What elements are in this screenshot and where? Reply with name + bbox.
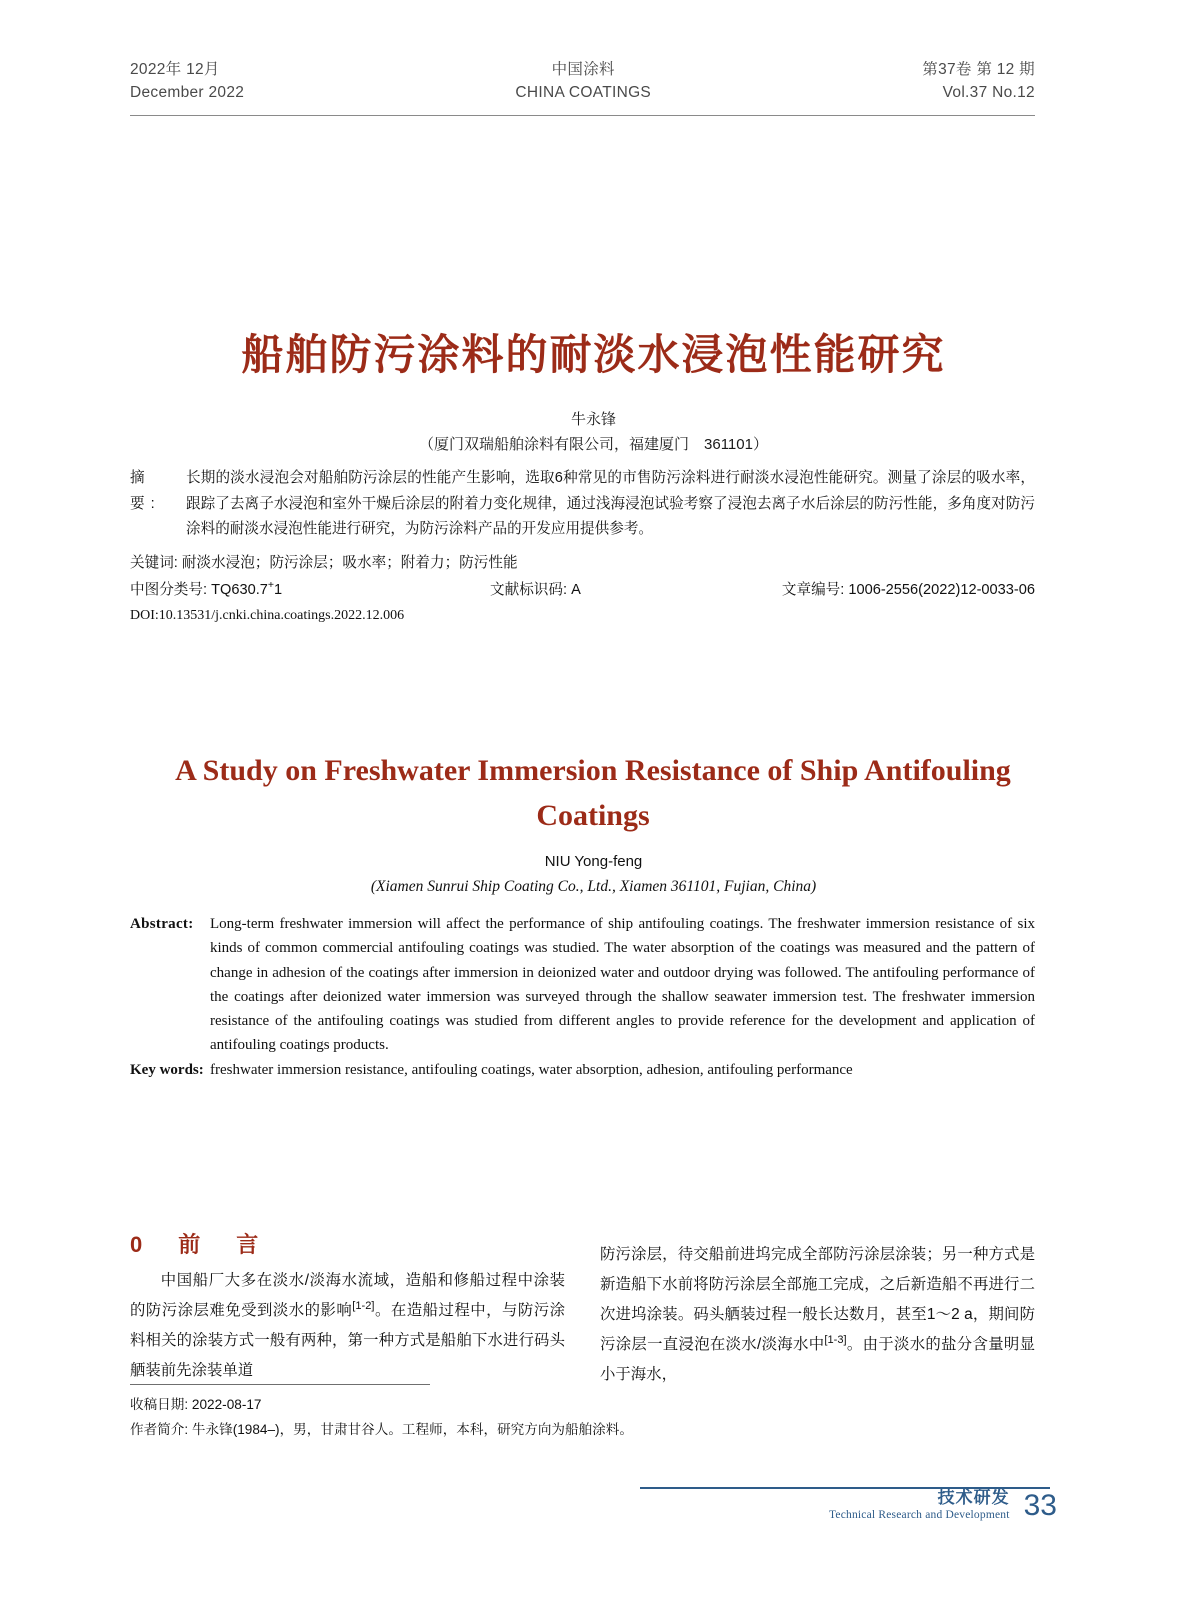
issue-date-en: December 2022 — [130, 84, 245, 102]
page-number: 33 — [1023, 1488, 1057, 1522]
footer-section-en: Technical Research and Development — [828, 1509, 1010, 1522]
author-cn: 牛永锋 — [570, 411, 616, 428]
document-code: 文献标识码: A — [490, 582, 581, 598]
footer-section-cn: 技术研发 — [937, 1488, 1010, 1507]
author-en: NIU Yong-feng — [544, 853, 643, 870]
body-paragraph-right — [600, 1240, 1035, 1390]
article-id: 文章编号: 1006-2556(2022)12-0033-06 — [781, 582, 1035, 598]
received-date: 收稿日期: 2022-08-17 — [130, 1397, 262, 1412]
body-right-text-tail: 。由于淡水的盐分含量明显小于海水， — [600, 1336, 1035, 1384]
running-head-divider — [130, 115, 1035, 116]
clc-tail: 1 — [274, 582, 283, 598]
body-right-text: 防污涂层，待交船前进坞完成全部防污涂层涂装；另一种方式是新造船下水前将防污涂层全部施工完成，之后新造船不再进行二次进坞涂装。码头舾装过程一般长达数月，甚至1～2 a，期间防污涂层一直浸泡在淡水/淡海水中 — [600, 1246, 1035, 1354]
keywords-en — [130, 1058, 1035, 1082]
running-head-right — [922, 58, 1035, 105]
clc-number-text: 中图分类号: TQ630.7 — [130, 582, 268, 598]
clc-superscript: + — [267, 579, 275, 592]
body-paragraph-left — [130, 1266, 565, 1386]
abstract-text-en: Long-term freshwater immersion will affect the performance of ship antifouling coatings. The freshwater immersion resistance of six kinds of common commercial antifouling coatings was studied. The water absorption of the coatings was measured and the pattern of change in adhesion of the coatings after immersion in deionized water and outdoor drying was followed. The antifouling performance of the coatings after deionized water immersion was surveyed through the shallow seawater immersion test. The freshwater immersion resistance of the antifouling coatings was studied from different angles to provide reference for the development and application of antifouling coatings products. — [210, 916, 1035, 1054]
journal-name-en: CHINA COATINGS — [515, 84, 652, 102]
running-head — [130, 58, 1035, 105]
abstract-en — [130, 912, 1035, 1058]
body-left-text-tail: 。在造船过程中，与防污涂料相关的涂装方式一般有两种，第一种方式是船舶下水进行码头舾装前先涂装单道 — [130, 1302, 565, 1380]
running-head-center — [515, 58, 651, 105]
running-head-left — [130, 58, 244, 105]
classification-row — [130, 578, 1035, 599]
keywords-label-en: Key words: — [130, 1062, 204, 1078]
keywords-cn: 关键词: 耐淡水浸泡；防污涂层；吸水率；附着力；防污性能 — [130, 555, 518, 571]
issue-date-cn: 2022年 12月 — [130, 61, 220, 78]
section-heading-introduction: 0 前 言 — [130, 1232, 266, 1257]
author-bio: 作者简介: 牛永锋(1984–)，男，甘肃甘谷人。工程师，本科，研究方向为船舶涂料。 — [130, 1422, 633, 1438]
footer-labels — [829, 1487, 1010, 1523]
page-title-en: A Study on Freshwater Immersion Resistance of Ship Antifouling Coatings — [175, 754, 1011, 832]
doi: DOI:10.13531/j.cnki.china.coatings.2022.12.006 — [130, 608, 405, 623]
abstract-label-en: Abstract: — [130, 916, 194, 932]
clc-number — [130, 578, 490, 599]
keywords-text-en: freshwater immersion resistance, antifouling coatings, water absorption, adhesion, antifouling performance — [210, 1062, 853, 1078]
volume-issue-cn: 第37卷 第 12 期 — [922, 61, 1035, 78]
page-title-cn: 船舶防污涂料的耐淡水浸泡性能研究 — [241, 331, 946, 378]
volume-issue-en: Vol.37 No.12 — [942, 84, 1035, 102]
citation-ref-1: [1-2] — [352, 1300, 375, 1313]
body-column-right — [600, 1240, 1035, 1390]
abstract-cn — [130, 466, 1035, 543]
abstract-text-cn: 长期的淡水浸泡会对船舶防污涂层的性能产生影响，选取6种常见的市售防污涂料进行耐淡水浸泡性能研究。测量了涂层的吸水率，跟踪了去离子水浸泡和室外干燥后涂层的附着力变化规律，通过浅海浸泡试验考察了浸泡去离子水后涂层的防污性能，多角度对防污涂料的耐淡水浸泡性能进行研究，为防污涂料产品的开发应用提供参考。 — [186, 470, 1035, 538]
footnote-divider — [130, 1384, 430, 1385]
body-column-left — [130, 1266, 565, 1386]
footnotes — [130, 1392, 1035, 1442]
affiliation-en: (Xiamen Sunrui Ship Coating Co., Ltd., Xiamen 361101, Fujian, China) — [370, 878, 817, 895]
citation-ref-2: [1-3] — [824, 1334, 847, 1347]
body-left-text: 中国船厂大多在淡水/淡海水流域，造船和修船过程中涂装的防污涂层难免受到淡水的影响 — [130, 1272, 565, 1320]
page-footer — [829, 1487, 1057, 1523]
affiliation-cn: （厦门双瑞船舶涂料有限公司，福建厦门 361101） — [419, 436, 768, 453]
abstract-label-cn: 摘 要: — [130, 470, 172, 512]
journal-name-cn: 中国涂料 — [551, 61, 615, 78]
